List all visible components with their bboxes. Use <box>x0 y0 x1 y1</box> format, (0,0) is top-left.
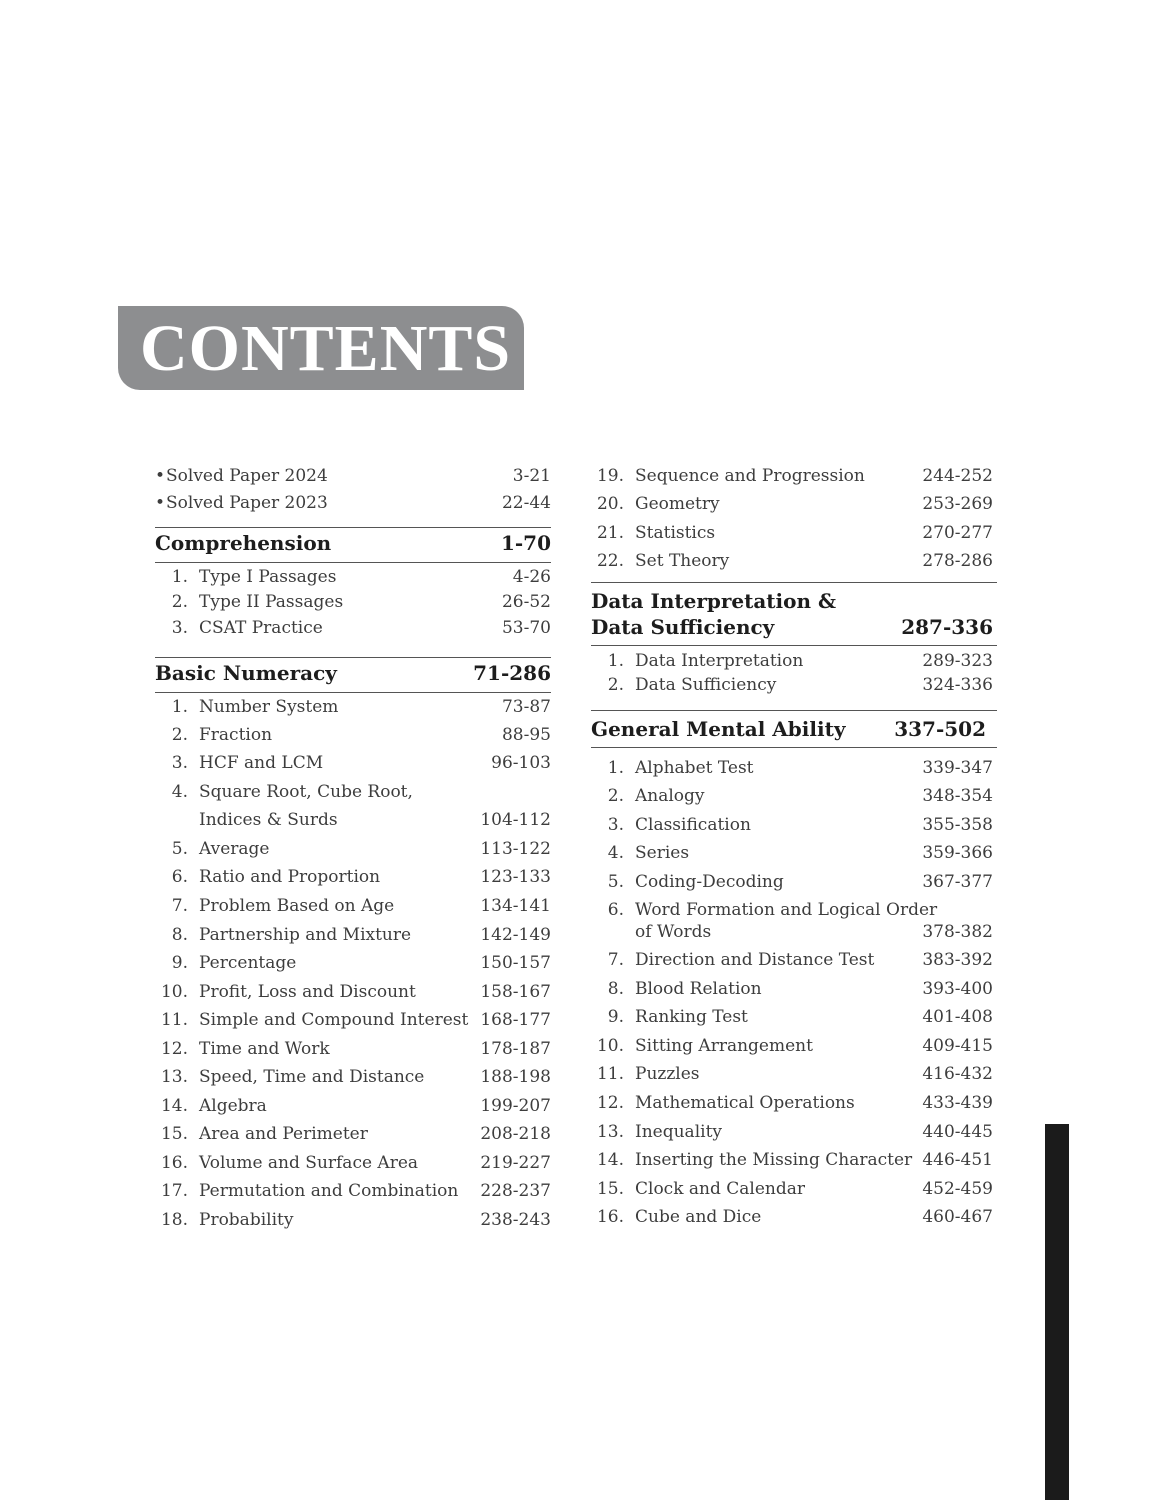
entry-number: 4. <box>607 843 624 863</box>
entry-title: CSAT Practice <box>199 618 323 638</box>
entry-number: 8. <box>607 979 624 999</box>
divider <box>591 710 997 711</box>
entry-pages: 446-451 <box>922 1150 993 1170</box>
entry-title: Ratio and Proportion <box>199 867 381 887</box>
entry-number: 12. <box>596 1093 624 1113</box>
entry-pages: 178-187 <box>480 1039 551 1059</box>
entry-title: Geometry <box>635 494 720 514</box>
entry-title: Analogy <box>635 786 705 806</box>
entry-pages: 208-218 <box>480 1124 551 1144</box>
entry-number: 20. <box>596 494 624 514</box>
entry-pages: 188-198 <box>480 1067 551 1087</box>
entry-title: Average <box>199 839 270 859</box>
entry-pages: 228-237 <box>480 1181 551 1201</box>
entry-title: Time and Work <box>199 1039 330 1059</box>
entry-pages: 73-87 <box>501 697 551 717</box>
entry-number: 13. <box>160 1067 188 1087</box>
entry-number: 5. <box>171 839 188 859</box>
entry-title: Ranking Test <box>635 1007 748 1027</box>
entry-title: Sequence and Progression <box>635 466 865 486</box>
divider <box>591 747 997 748</box>
entry-number: 3. <box>171 618 188 638</box>
entry-pages: 359-366 <box>922 843 993 863</box>
entry-number: 2. <box>171 592 188 612</box>
entry-title: Coding-Decoding <box>635 872 784 892</box>
entry-pages: 433-439 <box>922 1093 993 1113</box>
entry-title: Partnership and Mixture <box>199 925 412 945</box>
entry-pages: 104-112 <box>480 810 551 830</box>
left-column: • Solved Paper 2024 3-21 • Solved Paper 2023 22-44 Comprehension 1-70 1. Type I Passages 4-26 2. Type II Passages 26-52 3. CSAT Practice 53-70 Basic Numeracy 71-286 1. Number System 73-87 2. Fraction 88-95 3. HCF and LCM 96-103 4. Square Root, Cube Root, Indices & Surds 104-112 5. Average 113-122 6. Ratio and Proportion 123-133 7. Problem Based on Age 134-141 8. Partnership and Mixture 142-149 9. Percentage 150-157 10. Profit, Loss and Discount 158-167 11. Simple and Compound Interest 168-177 12. Time and Work 178-187 13. Speed, Time and Distance 188-198 14. Algebra 199-207 15. Area and Perimeter 208-218 16. Volume and Surface Area 219-227 17. Permutation and Combination 228-237 18. Probability 238-243 <box>155 466 551 1230</box>
entry-number: 16. <box>160 1153 188 1173</box>
entry-number: 6. <box>607 900 624 920</box>
entry-pages: 96-103 <box>491 753 551 773</box>
entry-number: 1. <box>171 567 188 587</box>
entry-number: 18. <box>160 1210 188 1230</box>
entry-title: Alphabet Test <box>635 758 754 778</box>
entry-pages: 383-392 <box>922 950 993 970</box>
entry-pages: 339-347 <box>922 758 993 778</box>
entry-pages: 378-382 <box>922 922 993 942</box>
divider <box>591 645 997 646</box>
entry-number: 1. <box>607 651 624 671</box>
entry-title: Percentage <box>199 953 297 973</box>
entry-pages: 355-358 <box>922 815 993 835</box>
entry-number: 7. <box>171 896 188 916</box>
entry-title: Permutation and Combination <box>199 1181 459 1201</box>
entry-pages: 199-207 <box>480 1096 551 1116</box>
entry-title: Data Interpretation <box>635 651 804 671</box>
bullet-icon: • <box>155 493 166 513</box>
entry-number: 3. <box>171 753 188 773</box>
entry-pages: 150-157 <box>480 953 551 973</box>
entry-pages: 324-336 <box>922 675 993 695</box>
entry-title: Word Formation and Logical Order <box>635 900 938 920</box>
entry-number: 11. <box>596 1064 624 1084</box>
entry-title: Data Sufficiency <box>635 675 777 695</box>
entry-pages: 367-377 <box>922 872 993 892</box>
entry-pages: 440-445 <box>922 1122 993 1142</box>
entry-number: 2. <box>607 786 624 806</box>
entry-pages: 270-277 <box>922 523 993 543</box>
entry-title: Area and Perimeter <box>199 1124 368 1144</box>
entry-number: 22. <box>596 551 624 571</box>
entry-title: Volume and Surface Area <box>199 1153 419 1173</box>
divider <box>155 692 551 693</box>
entry-pages: 393-400 <box>922 979 993 999</box>
entry-number: 7. <box>607 950 624 970</box>
entry-number: 10. <box>160 982 188 1002</box>
entry-title: Number System <box>199 697 339 717</box>
entry-pages: 88-95 <box>501 725 551 745</box>
page-edge-tab <box>1045 1124 1069 1500</box>
entry-number: 14. <box>596 1150 624 1170</box>
entry-pages: 452-459 <box>922 1179 993 1199</box>
entry-pages: 416-432 <box>922 1064 993 1084</box>
entry-number: 15. <box>160 1124 188 1144</box>
entry-pages: 253-269 <box>922 494 993 514</box>
entry-title: Simple and Compound Interest <box>199 1010 469 1030</box>
entry-number: 2. <box>171 725 188 745</box>
divider <box>155 657 551 658</box>
entry-number: 16. <box>596 1207 624 1227</box>
entry-title: Problem Based on Age <box>199 896 395 916</box>
divider <box>155 527 551 528</box>
entry-pages: 53-70 <box>501 618 551 638</box>
contents-title: CONTENTS <box>140 312 512 385</box>
entry-pages: 238-243 <box>480 1210 551 1230</box>
entry-number: 1. <box>607 758 624 778</box>
entry-title: Fraction <box>199 725 273 745</box>
entry-pages: 26-52 <box>501 592 551 612</box>
entry-title: Type I Passages <box>199 567 337 587</box>
entry-pages: 409-415 <box>922 1036 993 1056</box>
divider <box>155 562 551 563</box>
entry-title: Inserting the Missing Character <box>635 1150 913 1170</box>
entry-title: Clock and Calendar <box>635 1179 806 1199</box>
entry-pages: 401-408 <box>922 1007 993 1027</box>
entry-pages: 278-286 <box>922 551 993 571</box>
entry-pages: 219-227 <box>480 1153 551 1173</box>
entry-number: 9. <box>607 1007 624 1027</box>
entry-number: 14. <box>160 1096 188 1116</box>
entry-title: Series <box>635 843 690 863</box>
entry-title: Set Theory <box>635 551 730 571</box>
right-column: 19. Sequence and Progression 244-252 20. Geometry 253-269 21. Statistics 270-277 22. Set Theory 278-286 Data Interpretation & Data Sufficiency 287-336 1. Data Interpretation 289-323 2. Data Sufficiency 324-336 General Mental Ability 337-502 1. Alphabet Test 339-347 2. Analogy 348-354 3. Classification 355-358 4. Series 359-366 5. Coding-Decoding 367-377 6. Word Formation and Logical Order of Words 378-382 7. Direction and Distance Test 383-392 8. Blood Relation 393-400 9. Ranking Test 401-408 10. Sitting Arrangement 409-415 11. Puzzles 416-432 12. Mathematical Operations 433-439 13. Inequality 440-445 14. Inserting the Missing Character 446-451 15. Clock and Calendar 452-459 16. Cube and Dice 460-467 <box>591 0 993 1500</box>
entry-pages: 4-26 <box>512 567 551 587</box>
entry-number: 13. <box>596 1122 624 1142</box>
entry-number: 21. <box>596 523 624 543</box>
entry-title-continued: Indices & Surds <box>199 810 338 830</box>
entry-title: Mathematical Operations <box>635 1093 855 1113</box>
entry-title: Sitting Arrangement <box>635 1036 813 1056</box>
entry-title: Statistics <box>635 523 716 543</box>
entry-title: Blood Relation <box>635 979 762 999</box>
entry-pages: 142-149 <box>480 925 551 945</box>
entry-title: Classification <box>635 815 751 835</box>
divider <box>591 582 997 583</box>
entry-pages: 289-323 <box>922 651 993 671</box>
entry-pages: 123-133 <box>480 867 551 887</box>
entry-number: 1. <box>171 697 188 717</box>
entry-pages: 244-252 <box>922 466 993 486</box>
entry-number: 10. <box>596 1036 624 1056</box>
entry-number: 3. <box>607 815 624 835</box>
entry-title: Cube and Dice <box>635 1207 762 1227</box>
entry-title: HCF and LCM <box>199 753 324 773</box>
entry-title: Probability <box>199 1210 294 1230</box>
entry-title: Profit, Loss and Discount <box>199 982 416 1002</box>
entry-title: Type II Passages <box>199 592 344 612</box>
entry-pages: 158-167 <box>480 982 551 1002</box>
entry-number: 15. <box>596 1179 624 1199</box>
entry-pages: 460-467 <box>922 1207 993 1227</box>
entry-number: 8. <box>171 925 188 945</box>
bullet-icon: • <box>155 466 166 486</box>
entry-pages: 168-177 <box>480 1010 551 1030</box>
entry-number: 4. <box>171 782 188 802</box>
entry-pages: 134-141 <box>480 896 551 916</box>
entry-number: 9. <box>171 953 188 973</box>
entry-number: 6. <box>171 867 188 887</box>
entry-title: Algebra <box>199 1096 267 1116</box>
entry-title: Direction and Distance Test <box>635 950 875 970</box>
entry-pages: 113-122 <box>480 839 551 859</box>
entry-number: 12. <box>160 1039 188 1059</box>
entry-number: 2. <box>607 675 624 695</box>
entry-number: 5. <box>607 872 624 892</box>
entry-number: 11. <box>160 1010 188 1030</box>
entry-title-continued: of Words <box>635 922 712 942</box>
entry-title: Inequality <box>635 1122 723 1142</box>
entry-pages: 348-354 <box>922 786 993 806</box>
entry-title: Puzzles <box>635 1064 700 1084</box>
entry-number: 17. <box>160 1181 188 1201</box>
entry-number: 19. <box>596 466 624 486</box>
entry-title: Square Root, Cube Root, <box>199 782 413 802</box>
entry-title: Speed, Time and Distance <box>199 1067 425 1087</box>
